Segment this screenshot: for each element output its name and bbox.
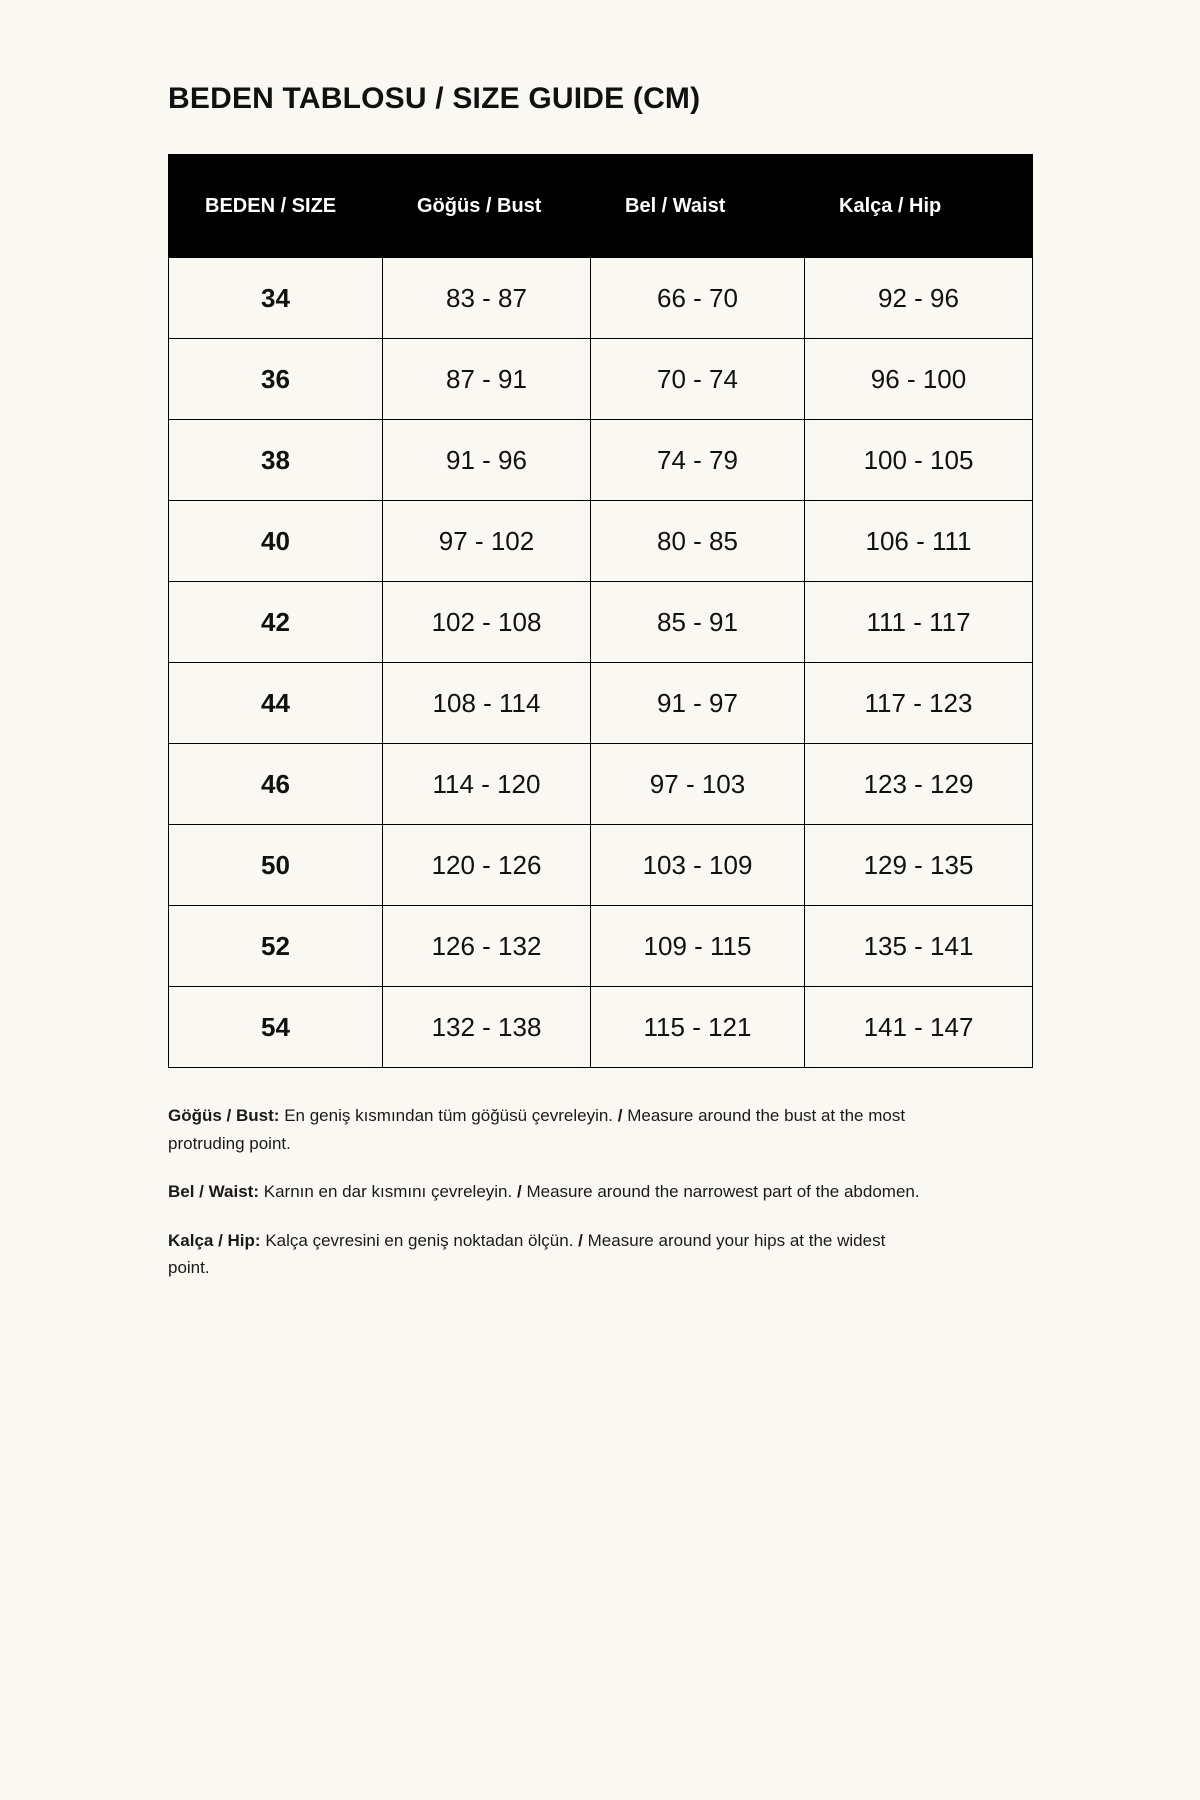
cell-hip: 96 - 100 xyxy=(805,339,1033,420)
cell-hip: 123 - 129 xyxy=(805,744,1033,825)
cell-hip: 106 - 111 xyxy=(805,501,1033,582)
cell-bust: 102 - 108 xyxy=(383,582,591,663)
cell-hip: 117 - 123 xyxy=(805,663,1033,744)
cell-bust: 108 - 114 xyxy=(383,663,591,744)
cell-waist: 115 - 121 xyxy=(591,987,805,1068)
cell-hip: 141 - 147 xyxy=(805,987,1033,1068)
cell-waist: 80 - 85 xyxy=(591,501,805,582)
cell-waist: 74 - 79 xyxy=(591,420,805,501)
table-header xyxy=(169,155,1033,258)
table-row xyxy=(169,906,1033,987)
table-row xyxy=(169,582,1033,663)
cell-waist: 91 - 97 xyxy=(591,663,805,744)
cell-hip: 92 - 96 xyxy=(805,258,1033,339)
note-bust-separator: / xyxy=(617,1106,623,1125)
note-bust-label: Göğüs / Bust: xyxy=(168,1106,280,1125)
note-waist-en: Measure around the narrowest part of the abdomen. xyxy=(526,1182,920,1202)
cell-size: 46 xyxy=(169,744,383,825)
column-header-waist: Bel / Waist xyxy=(591,155,805,258)
cell-size: 50 xyxy=(169,825,383,906)
measurement-notes xyxy=(168,1102,928,1282)
cell-size: 36 xyxy=(169,339,383,420)
cell-size: 34 xyxy=(169,258,383,339)
cell-bust: 120 - 126 xyxy=(383,825,591,906)
note-hip xyxy=(168,1227,928,1282)
table-row xyxy=(169,825,1033,906)
cell-hip: 129 - 135 xyxy=(805,825,1033,906)
note-waist xyxy=(168,1178,928,1206)
cell-waist: 66 - 70 xyxy=(591,258,805,339)
cell-bust: 83 - 87 xyxy=(383,258,591,339)
cell-size: 42 xyxy=(169,582,383,663)
cell-size: 40 xyxy=(169,501,383,582)
page-title: BEDEN TABLOSU / SIZE GUIDE (CM) xyxy=(168,82,701,115)
table-row xyxy=(169,744,1033,825)
table-row xyxy=(169,987,1033,1068)
table-row xyxy=(169,663,1033,744)
table-body xyxy=(169,258,1033,1068)
cell-hip: 100 - 105 xyxy=(805,420,1033,501)
cell-bust: 97 - 102 xyxy=(383,501,591,582)
cell-size: 52 xyxy=(169,906,383,987)
note-waist-label: Bel / Waist: xyxy=(168,1182,259,1202)
cell-bust: 132 - 138 xyxy=(383,987,591,1068)
cell-hip: 111 - 117 xyxy=(805,582,1033,663)
table-row xyxy=(169,258,1033,339)
column-header-bust: Göğüs / Bust xyxy=(383,155,591,258)
size-guide-table xyxy=(168,154,1033,1068)
cell-waist: 97 - 103 xyxy=(591,744,805,825)
cell-bust: 114 - 120 xyxy=(383,744,591,825)
cell-bust: 91 - 96 xyxy=(383,420,591,501)
table-row xyxy=(169,420,1033,501)
column-header-size: BEDEN / SIZE xyxy=(169,155,383,258)
note-hip-en: Measure around your hips at the widest point. xyxy=(168,1230,886,1278)
note-hip-label: Kalça / Hip: xyxy=(168,1230,261,1250)
cell-waist: 109 - 115 xyxy=(591,906,805,987)
cell-waist: 70 - 74 xyxy=(591,339,805,420)
cell-bust: 87 - 91 xyxy=(383,339,591,420)
note-hip-tr: Kalça çevresini en geniş noktadan ölçün. xyxy=(265,1230,574,1250)
note-hip-separator: / xyxy=(578,1230,583,1250)
note-bust-tr: En geniş kısmından tüm göğüsü çevreleyin. xyxy=(284,1106,614,1125)
note-bust xyxy=(168,1102,928,1157)
cell-waist: 103 - 109 xyxy=(591,825,805,906)
table-header-row xyxy=(169,155,1033,258)
cell-hip: 135 - 141 xyxy=(805,906,1033,987)
cell-size: 54 xyxy=(169,987,383,1068)
column-header-hip: Kalça / Hip xyxy=(805,155,1033,258)
table-row xyxy=(169,501,1033,582)
cell-bust: 126 - 132 xyxy=(383,906,591,987)
cell-size: 38 xyxy=(169,420,383,501)
cell-waist: 85 - 91 xyxy=(591,582,805,663)
note-waist-separator: / xyxy=(516,1182,522,1202)
cell-size: 44 xyxy=(169,663,383,744)
table-row xyxy=(169,339,1033,420)
note-waist-tr: Karnın en dar kısmını çevreleyin. xyxy=(263,1182,513,1202)
note-bust-en: Measure around the bust at the most protruding point. xyxy=(168,1106,906,1153)
